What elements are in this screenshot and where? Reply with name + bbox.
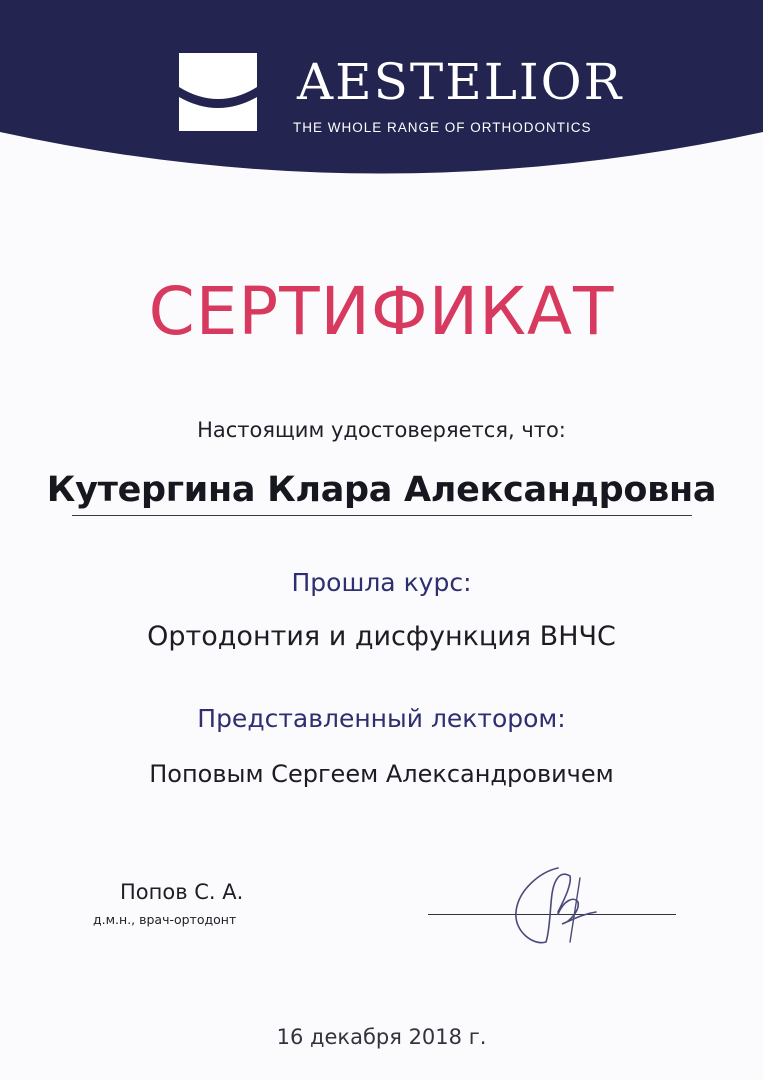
name-underline (72, 515, 692, 516)
issue-date: 16 декабря 2018 г. (276, 1025, 487, 1049)
lecturer-name: Поповым Сергеем Александровичем (149, 760, 614, 788)
brand-name: AESTELIOR (297, 53, 624, 111)
handwritten-signature-icon (500, 850, 610, 950)
certificate-title: СЕРТИФИКАТ (148, 273, 615, 350)
course-name: Ортодонтия и дисфункция ВНЧС (147, 621, 616, 652)
logo-smile-icon (179, 53, 257, 131)
recipient-name: Кутергина Клара Александровна (46, 470, 717, 510)
brand-tagline: THE WHOLE RANGE OF ORTHODONTICS (293, 120, 592, 135)
signer-name: Попов С. А. (120, 880, 244, 904)
course-label: Прошла курс: (291, 568, 472, 597)
lecturer-label: Представленный лектором: (197, 704, 566, 733)
intro-text: Настоящим удостоверяется, что: (197, 418, 566, 442)
signer-title: д.м.н., врач-ортодонт (93, 912, 237, 927)
